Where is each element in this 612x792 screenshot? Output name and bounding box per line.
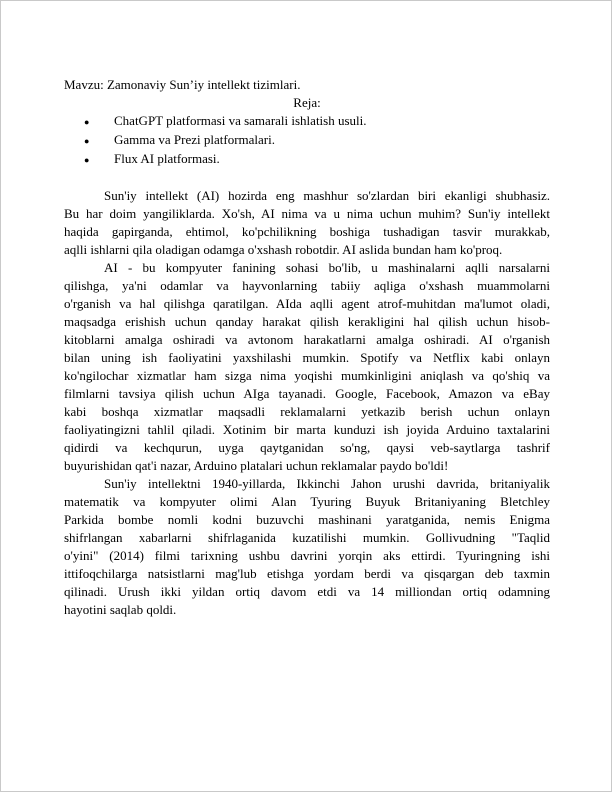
paragraph-line: Parkida bombe nomli kodni buzuvchi mashinani yaratganida, nemis Enigma <box>64 512 550 527</box>
plan-heading: Reja: <box>293 95 321 110</box>
body-paragraphs <box>64 187 550 619</box>
paragraph-line: bilan uning ish faoliyatini yaxshilashi mumkin. Spotify va Netflix kabi onlayn <box>64 350 550 365</box>
paragraph-line: maqsadga erishish uchun qanday harakat qilish kerakligini hal qilish uchun hisob- <box>64 314 550 329</box>
paragraph-line: matematik va kompyuter olimi Alan Tyuring Buyuk Britaniyaning Bletchley <box>64 494 550 509</box>
plan-list <box>64 112 550 169</box>
list-item <box>64 150 550 169</box>
paragraph-line: o'rganish va hal qilishga qaratilgan. AIda aqlli agent atrof-muhitdan ma'lumot oladi, <box>64 296 550 311</box>
paragraph-line: qilishga, ya'ni odamlar va hayvonlarning tabiiy aqliga o'xshash muammolarni <box>64 278 550 293</box>
bullet-icon: ● <box>84 155 90 165</box>
paragraph-line: o'yini" (2014) filmi tarixning ushbu davrini yorqin aks ettirdi. Tyuringning ishi <box>64 548 550 563</box>
paragraph-line: kabi boshqa xizmatlar maqsadli reklamalarni yetkazib berish uchun onlayn <box>64 404 550 419</box>
paragraph <box>64 259 550 475</box>
paragraph-line: qilinadi. Urush ikki yildan ortiq davom etdi va 14 milliondan ortiq odamning <box>64 584 550 599</box>
paragraph-line: qidirdi va kechqurun, uyga qaytganidan so'ng, qaysi veb-saytlarga tashrif <box>64 440 550 455</box>
paragraph-line: kitoblarni amalga oshiradi va avtonom harakatlarni amalga oshiradi. AI o'rganish <box>64 332 550 347</box>
paragraph-line: Sun'iy intellekt (AI) hozirda eng mashhur so'zlardan biri ekanligi shubhasiz. <box>104 188 550 203</box>
document-title: Mavzu: Zamonaviy Sun’iy intellekt tizimlari. <box>64 77 301 92</box>
document-content <box>64 76 550 619</box>
blank-line <box>64 169 550 187</box>
list-item-label: Gamma va Prezi platformalari. <box>114 132 275 147</box>
bullet-icon: ● <box>84 136 90 146</box>
paragraph <box>64 475 550 619</box>
list-item <box>64 112 550 131</box>
list-item-label: ChatGPT platformasi va samarali ishlatish usuli. <box>114 113 367 128</box>
paragraph-line: AI - bu kompyuter fanining sohasi bo'lib, u mashinalarni aqlli narsalarni <box>104 260 550 275</box>
paragraph-line: ko'ngilochar xizmatlar ham sizga nima yoqishi mumkinligini aniqlash va qo'shiq va <box>64 368 550 383</box>
paragraph-line: haqida gapirganda, ehtimol, ko'pchilikning boshiga tushadigan tasvir murakkab, <box>64 224 550 239</box>
paragraph-line: ittifoqchilarga natsistlarni mag'lub etishga yordam berdi va qisqargan deb taxmin <box>64 566 550 581</box>
paragraph-line: Sun'iy intellektni 1940-yillarda, Ikkinchi Jahon urushi davrida, britaniyalik <box>104 476 550 491</box>
paragraph-line: faoliyatingizni tahlil qiladi. Xotinim bir marta kunduzi ish joyida Arduino taxtalarini <box>64 422 550 437</box>
paragraph <box>64 187 550 259</box>
bullet-icon: ● <box>84 117 90 127</box>
list-item-label: Flux AI platformasi. <box>114 151 220 166</box>
paragraph-line: shifrlangan xabarlarni shifrlaganida kuzatilishi mumkin. Gollivudning "Taqlid <box>64 530 550 545</box>
paragraph-line: hayotini saqlab qoldi. <box>64 602 177 617</box>
paragraph-line: buyurishidan qat'i nazar, Arduino platalari uchun reklamalar paydo bo'ldi! <box>64 458 449 473</box>
paragraph-line: filmlarni tavsiya qilish uchun AIga tayanadi. Google, Facebook, Amazon va eBay <box>64 386 550 401</box>
paragraph-line: aqlli ishlarni qila oladigan odamga o'xshash robotdir. AI aslida bundan ham ko'proq. <box>64 242 503 257</box>
paragraph-line: Bu har doim yangiliklarda. Xo'sh, AI nima va u nima uchun muhim? Sun'iy intellekt <box>64 206 550 221</box>
list-item <box>64 131 550 150</box>
